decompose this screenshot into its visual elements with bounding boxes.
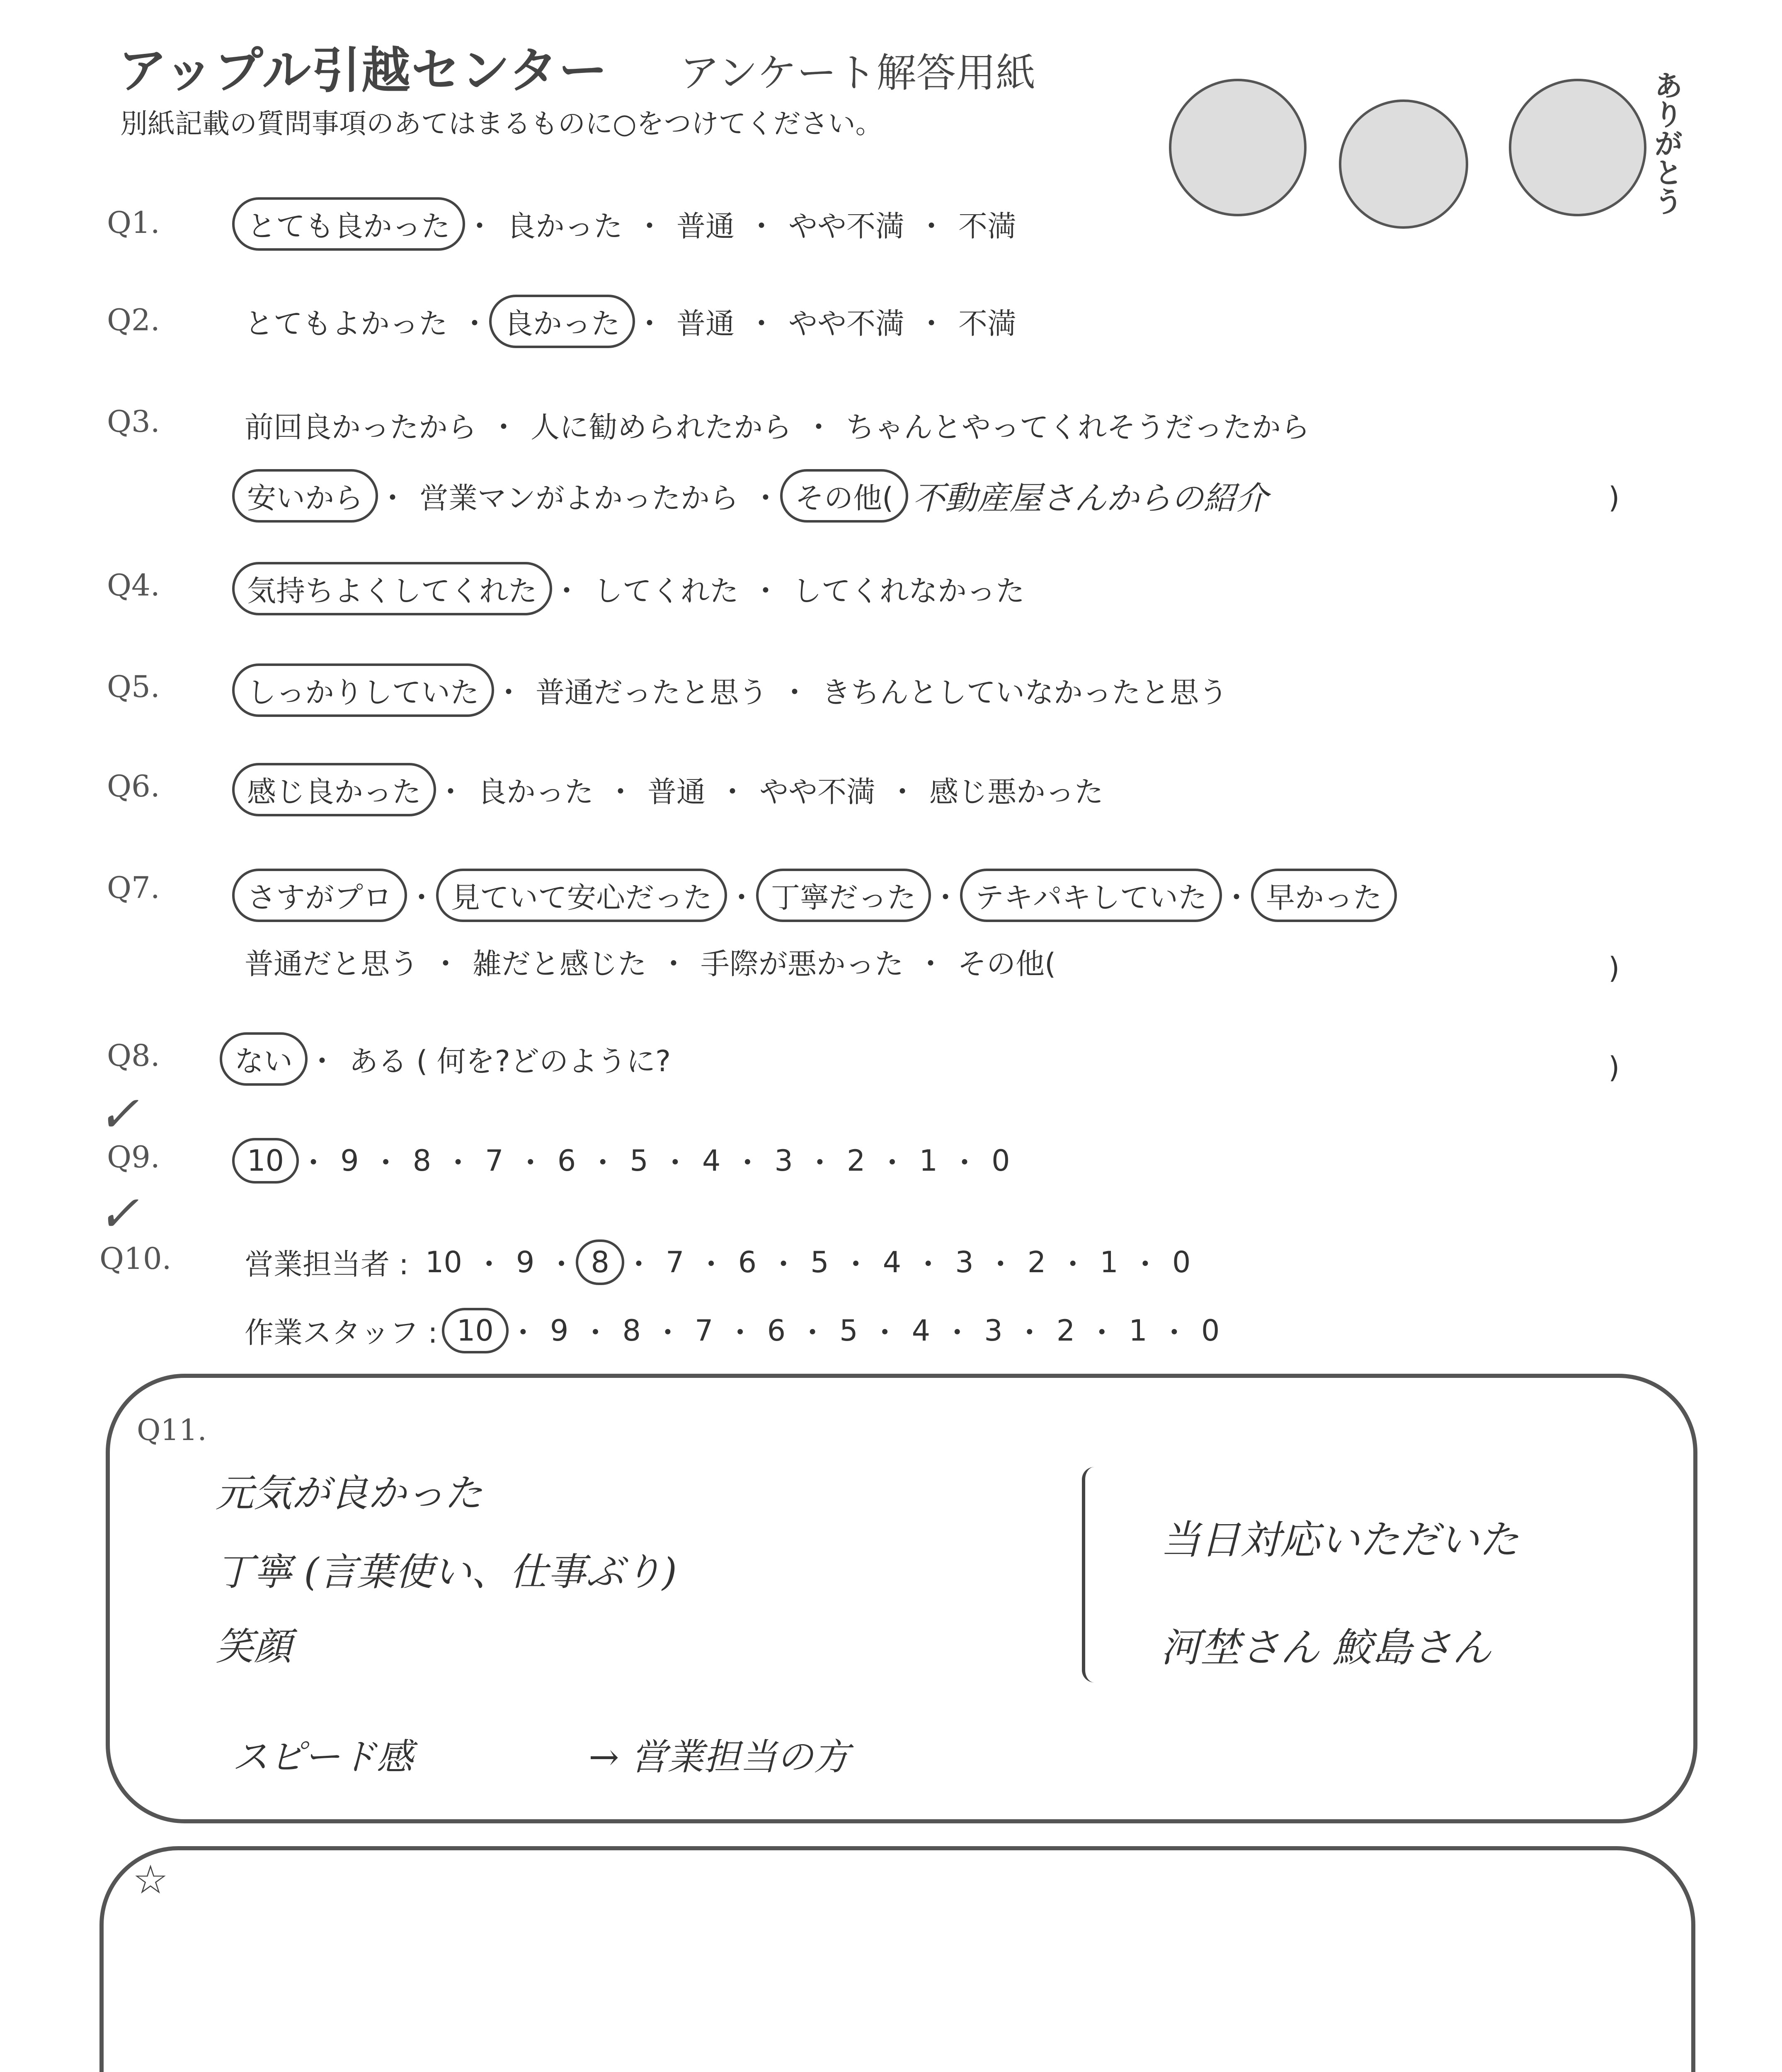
q4-options: 気持ちよくしてくれた ・ してくれた ・ してくれなかった — [245, 568, 1025, 610]
q3-option-1[interactable]: 前回良かったから — [245, 410, 477, 444]
q4-option-1[interactable]: 気持ちよくしてくれた — [232, 562, 552, 615]
q9-score-2[interactable]: 2 — [846, 1143, 866, 1178]
q10-staff-score-4[interactable]: 4 — [912, 1313, 931, 1348]
q10-sales-score-6[interactable]: 6 — [738, 1245, 757, 1279]
q10-staff-score-2[interactable]: 2 — [1056, 1313, 1075, 1348]
q10-staff-score-9[interactable]: 9 — [550, 1313, 569, 1348]
q6-option-1[interactable]: 感じ良かった — [232, 763, 436, 816]
q8-option-1[interactable]: ない — [220, 1032, 308, 1086]
q9-score-3[interactable]: 3 — [774, 1143, 793, 1178]
q7-option-6[interactable]: 普通だと思う — [245, 947, 419, 981]
q2-option-5[interactable]: 不満 — [958, 307, 1016, 341]
q10-sales-score-3[interactable]: 3 — [955, 1245, 974, 1279]
q1-label: Q1. — [107, 205, 160, 240]
q3-close-paren: ) — [1608, 481, 1620, 515]
q10-sales-score-4[interactable]: 4 — [883, 1245, 902, 1279]
form-subtitle: アンケート解答用紙 — [680, 50, 1036, 96]
q9-score-0[interactable]: 0 — [992, 1143, 1010, 1178]
q11-line-4: スピード感 — [232, 1736, 413, 1778]
q8-option-2[interactable]: ある ( 何を?どのように? — [349, 1044, 671, 1078]
q10-sales-scale: 営業担当者 : 10 ・ 9 ・ 8 ・ 7 ・ 6 ・ 5 ・ 4 ・ 3 ・ 2 ・ 1 ・ 0 — [245, 1241, 1190, 1283]
q1-option-3[interactable]: 普通 — [676, 209, 735, 243]
q3-options-line2: 安いから ・ 営業マンがよかったから ・ その他( 不動産屋さんからの紹介 — [245, 472, 1268, 519]
q10-staff-score-5[interactable]: 5 — [839, 1313, 858, 1348]
q11-bracket — [1082, 1467, 1102, 1682]
form-title: アップル引越センター — [118, 42, 609, 99]
q11-line-1: 元気が良かった — [216, 1471, 483, 1515]
q10-check-mark: ✓ — [97, 1185, 139, 1243]
q10-sales-score-8[interactable]: 8 — [576, 1239, 624, 1285]
q7-close-paren: ) — [1608, 951, 1620, 985]
q10-sales-score-0[interactable]: 0 — [1172, 1245, 1191, 1279]
q11-label: Q11. — [137, 1413, 207, 1447]
q10-staff-score-7[interactable]: 7 — [695, 1313, 713, 1348]
thanks-text: ありがとう — [1649, 70, 1683, 215]
q10-sales-label: 営業担当者 : — [245, 1247, 409, 1281]
q10-sales-score-7[interactable]: 7 — [666, 1245, 684, 1279]
q1-options: とても良かった ・ 良かった ・ 普通 ・ やや不満 ・ 不満 — [245, 203, 1016, 245]
q8-options: ない ・ ある ( 何を?どのように? — [232, 1038, 671, 1080]
q7-option-5[interactable]: 早かった — [1251, 869, 1397, 922]
mascot-illustration — [1144, 54, 1683, 261]
q6-option-5[interactable]: 感じ悪かった — [929, 775, 1103, 809]
q11-line-3: 笑顔 — [216, 1624, 292, 1669]
q10-staff-score-1[interactable]: 1 — [1129, 1313, 1147, 1348]
q9-score-8[interactable]: 8 — [412, 1143, 432, 1178]
q5-option-2[interactable]: 普通だったと思う — [536, 675, 768, 709]
q10-sales-score-1[interactable]: 1 — [1100, 1245, 1118, 1279]
q9-score-6[interactable]: 6 — [557, 1143, 576, 1178]
q7-option-2[interactable]: 見ていて安心だった — [436, 869, 727, 922]
q10-staff-scale: 作業スタッフ : 10 ・ 9 ・ 8 ・ 7 ・ 6 ・ 5 ・ 4 ・ 3 ・ 2 ・ 1 ・ 0 — [245, 1310, 1220, 1351]
q11-line-2: 丁寧 (言葉使い、仕事ぶり) — [216, 1550, 677, 1594]
q7-option-9[interactable]: その他( — [958, 947, 1056, 981]
q2-option-1[interactable]: とてもよかった — [245, 307, 448, 341]
q5-option-1[interactable]: しっかりしていた — [232, 663, 494, 717]
q10-sales-score-9[interactable]: 9 — [516, 1245, 535, 1279]
q3-option-4[interactable]: 安いから — [232, 469, 378, 523]
q2-option-3[interactable]: 普通 — [676, 307, 735, 341]
q3-option-6[interactable]: その他( — [780, 469, 908, 523]
q5-options: しっかりしていた ・ 普通だったと思う ・ きちんとしていなかったと思う — [245, 669, 1228, 711]
q10-sales-score-5[interactable]: 5 — [810, 1245, 829, 1279]
q2-label: Q2. — [107, 303, 160, 337]
q7-option-3[interactable]: 丁寧だった — [756, 869, 931, 922]
q11-right-line-2: 河埜さん 鮫島さん — [1161, 1624, 1492, 1671]
q3-option-3[interactable]: ちゃんとやってくれそうだったから — [846, 410, 1310, 444]
q7-option-4[interactable]: テキパキしていた — [960, 869, 1222, 922]
monkey-face-icon — [1509, 79, 1646, 216]
q1-option-4[interactable]: やや不満 — [788, 209, 904, 243]
q6-option-4[interactable]: やや不満 — [759, 775, 875, 809]
comment-box[interactable] — [99, 1846, 1695, 2072]
q9-score-7[interactable]: 7 — [485, 1143, 504, 1178]
q6-option-2[interactable]: 良かった — [478, 775, 594, 809]
q2-options: とてもよかった ・ 良かった ・ 普通 ・ やや不満 ・ 不満 — [245, 300, 1016, 342]
q9-check-mark: ✓ — [97, 1086, 139, 1143]
q1-option-5[interactable]: 不満 — [958, 209, 1016, 243]
q10-staff-score-6[interactable]: 6 — [767, 1313, 786, 1348]
q5-label: Q5. — [107, 669, 160, 704]
q7-options-line2: 普通だと思う ・ 雑だと感じた ・ 手際が悪かった ・ その他( — [245, 941, 1056, 983]
q9-score-10[interactable]: 10 — [232, 1138, 299, 1184]
q4-option-2[interactable]: してくれた — [594, 574, 739, 608]
q3-other-text[interactable]: 不動産屋さんからの紹介 — [912, 480, 1268, 517]
q9-score-9[interactable]: 9 — [340, 1143, 359, 1178]
q1-option-1[interactable]: とても良かった — [232, 197, 465, 251]
q10-staff-score-0[interactable]: 0 — [1201, 1313, 1220, 1348]
q10-staff-label: 作業スタッフ : — [245, 1316, 438, 1350]
q9-score-1[interactable]: 1 — [919, 1143, 938, 1178]
q10-sales-score-10[interactable]: 10 — [425, 1245, 462, 1279]
q10-sales-score-2[interactable]: 2 — [1027, 1245, 1046, 1279]
q8-close-paren: ) — [1608, 1051, 1620, 1084]
q5-option-3[interactable]: きちんとしていなかったと思う — [822, 675, 1228, 709]
monkey-face-icon — [1339, 99, 1468, 229]
q7-options-line1: さすがプロ ・ 見ていて安心だった ・ 丁寧だった ・ テキパキしていた ・ 早かった — [245, 874, 1384, 916]
q10-staff-score-10[interactable]: 10 — [442, 1308, 509, 1353]
q2-option-4[interactable]: やや不満 — [788, 307, 904, 341]
q6-label: Q6. — [107, 769, 160, 804]
q10-staff-score-3[interactable]: 3 — [984, 1313, 1003, 1348]
q6-options: 感じ良かった ・ 良かった ・ 普通 ・ やや不満 ・ 感じ悪かった — [245, 769, 1103, 811]
q3-options-line1: 前回良かったから ・ 人に勧められたから ・ ちゃんとやってくれそうだったから — [245, 404, 1310, 446]
q10-label: Q10. — [99, 1241, 172, 1276]
q7-option-8[interactable]: 手際が悪かった — [701, 947, 904, 981]
star-icon: ☆ — [133, 1857, 169, 1903]
q7-label: Q7. — [107, 870, 160, 905]
monkey-face-icon — [1169, 79, 1307, 216]
q9-score-5[interactable]: 5 — [630, 1143, 648, 1178]
q9-label: Q9. — [107, 1140, 160, 1174]
q9-score-4[interactable]: 4 — [702, 1143, 721, 1178]
q1-option-2[interactable]: 良かった — [507, 209, 623, 243]
q3-option-2[interactable]: 人に勧められたから — [531, 410, 792, 444]
q3-label: Q3. — [107, 404, 160, 439]
q7-option-7[interactable]: 雑だと感じた — [473, 947, 647, 981]
form-instruction: 別紙記載の質問事項のあてはまるものに○をつけてください。 — [120, 108, 883, 140]
q2-option-2[interactable]: 良かった — [489, 295, 635, 348]
q8-label: Q8. — [107, 1038, 160, 1073]
q4-option-3[interactable]: してくれなかった — [793, 574, 1025, 608]
q10-staff-score-8[interactable]: 8 — [622, 1313, 641, 1348]
q11-line-5: → 営業担当の方 — [589, 1736, 850, 1778]
q3-option-5[interactable]: 営業マンがよかったから — [419, 481, 739, 515]
q7-option-1[interactable]: さすがプロ — [232, 869, 407, 922]
q11-right-line-1: 当日対応いただいた — [1161, 1517, 1519, 1563]
q9-scale: 10 ・ 9 ・ 8 ・ 7 ・ 6 ・ 5 ・ 4 ・ 3 ・ 2 ・ 1 ・ 0 — [245, 1140, 1010, 1181]
q4-label: Q4. — [107, 568, 160, 603]
q6-option-3[interactable]: 普通 — [647, 775, 706, 809]
